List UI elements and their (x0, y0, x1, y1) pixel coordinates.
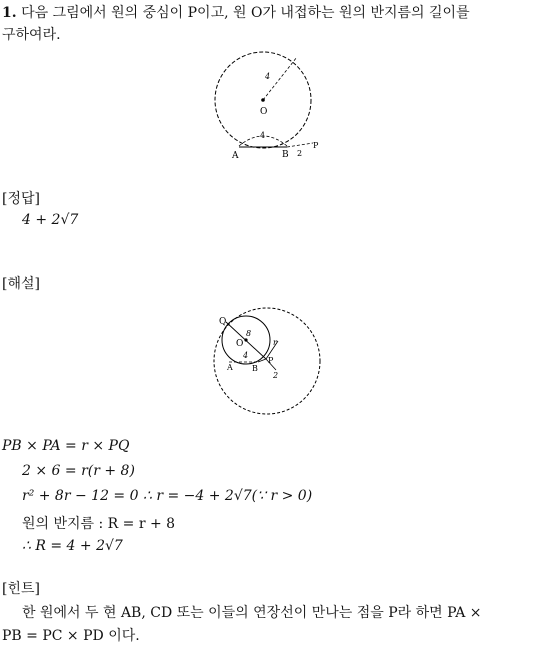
hint-line-2: PB = PC × PD 이다. (2, 628, 140, 644)
answer-value: 4 + 2√7 (22, 212, 79, 228)
label-O: O (260, 107, 268, 117)
figure-2 (210, 304, 330, 422)
question-number: 1. (2, 5, 17, 21)
explanation-line-4: 원의 반지름 : R = r + 8 (22, 516, 176, 532)
label-8: 8 (246, 329, 252, 338)
answer-heading: [정답] (2, 191, 40, 207)
label-2: 2 (297, 149, 303, 158)
label-chord-4: 4 (260, 131, 266, 140)
explanation-line-3: r² + 8r − 12 = 0 ∴ r = −4 + 2√7(∵ r > 0) (22, 488, 313, 504)
outer-circle (214, 308, 320, 414)
label-B: B (252, 364, 258, 373)
label-P: P (313, 141, 319, 150)
label-2: 2 (273, 371, 279, 380)
figure-1 (205, 50, 335, 165)
explanation-line-2: 2 × 6 = r(r + 8) (22, 463, 135, 479)
question-line-1 (2, 2, 470, 22)
hint-heading: [힌트] (2, 581, 40, 597)
label-A: A (232, 151, 239, 161)
hint-line-1: 한 원에서 두 현 AB, CD 또는 이들의 연장선이 만나는 점을 P라 하면 PA × (22, 605, 482, 621)
explanation-line-1 (2, 438, 129, 454)
question-line-2: 구하여라. (2, 27, 61, 43)
label-Q: Q (219, 317, 227, 327)
label-radius-4: 4 (265, 72, 271, 81)
label-4: 4 (243, 351, 249, 360)
question-text: 다음 그림에서 원의 중심이 P이고, 원 O가 내접하는 원의 반지름의 길이를 (21, 5, 470, 21)
label-O: O (236, 339, 244, 349)
explanation-heading: [해설] (2, 276, 40, 292)
segment-BP (287, 143, 313, 147)
explanation-line-1-text: PB × PA = r × PQ (2, 438, 130, 454)
label-A: A (227, 363, 233, 372)
label-P: P (268, 356, 274, 365)
label-B: B (282, 150, 289, 160)
explanation-line-5: ∴ R = 4 + 2√7 (22, 538, 123, 554)
label-r: r (273, 338, 277, 347)
